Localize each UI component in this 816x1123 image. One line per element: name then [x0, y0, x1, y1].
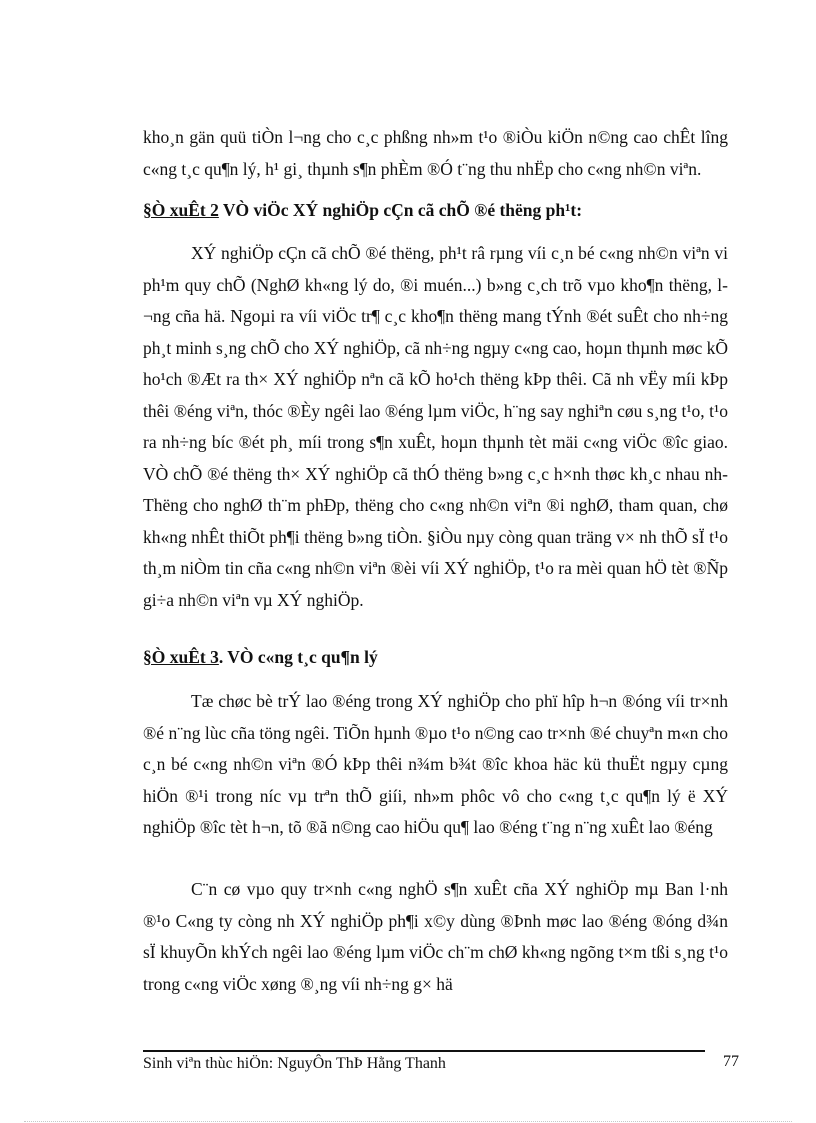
paragraph-intro: kho¸n gän quü tiÒn l¬ng cho c¸c phßng nh»m t¹o ®iÒu kiÖn n©ng cao chÊt lîng c«ng t¸c qu¶n lý, h¹ gi¸ thµnh s¶n phÈm ®Ó t¨ng thu nhËp cho c«ng nh©n viªn.: [143, 127, 728, 179]
page-bottom-dotted-border: [24, 1121, 792, 1122]
heading-label-proposal-3: §Ò xuÊt 3: [143, 647, 219, 667]
footer-student-name: Sinh viªn thùc hiÖn: NguyÔn ThÞ Hằng Thanh: [143, 1055, 446, 1072]
heading-title-proposal-3: . VÒ c«ng t¸c qu¶n lý: [218, 647, 378, 667]
paragraph-management: Tæ chøc bè trÝ lao ®éng trong XÝ nghiÖp cho phï hîp h¬n ®óng víi tr×nh ®é n¨ng lùc cña töng ngêi. TiÕn hµnh ®µo t¹o n©ng cao tr×nh ®é chuyªn m«n cho c¸n bé c«ng nh©n viªn ®Ó kÞp thêi n¾m b¾t ®îc khoa häc kü thuËt ngµy cµng hiÖn ®¹i trong níc vµ trªn thÕ giíi, nh»m phôc vô cho c«ng t¸c qu¶n lý ë XÝ nghiÖp ®îc tèt h¬n, tõ ®ã n©ng cao hiÖu qu¶ lao ®éng t¨ng n¨ng xuÊt lao ®éng: [143, 691, 728, 837]
paragraph-reward-policy: XÝ nghiÖp cÇn cã chÕ ®é thëng, ph¹t râ rµng víi c¸n bé c«ng nh©n viªn vi ph¹m quy chÕ (NghØ kh«ng lý do, ®i muén...) b»ng c¸ch trõ vµo kho¶n thëng, l¬ng cña hä. Ngoµi ra víi viÖc tr¶ c¸c kho¶n thëng mang tÝnh ®ét suÊt cho nh÷ng ph¸t minh s¸ng chÕ cho XÝ nghiÖp, cã nh÷ng ngµy c«ng cao, hoµn thµnh møc kÕ ho¹ch ®Æt ra th× XÝ nghiÖp nªn cã kÕ ho¹ch thëng kÞp thêi. Cã nh vËy míi kÞp thêi ®éng viªn, thóc ®Èy ngêi lao ®éng lµm viÖc, h¨ng say nghiªn cøu s¸ng t¹o, t¹o ra nh÷ng bíc ®ét ph¸ míi trong s¶n xuÊt, hoµn thµnh tèt mäi c«ng viÖc ®îc giao. VÒ chÕ ®é thëng th× XÝ nghiÖp cã thÓ thëng b»ng c¸c h×nh thøc kh¸c nhau nh Thëng cho nghØ th¨m phÐp, thëng cho c«ng nh©n viªn ®i nghØ, tham quan, chø kh«ng nhÊt thiÕt ph¶i thëng b»ng tiÒn. §iÒu nµy còng quan träng v× nh thÕ sÏ t¹o th¸m niÒm tin cña c«ng nh©n viªn ®èi víi XÝ nghiÖp, t¹o ra mèi quan hÖ tèt ®Ñp gi÷a nh©n viªn vµ XÝ nghiÖp.: [143, 243, 728, 610]
section-heading-proposal-2: [143, 200, 582, 221]
page-number: 77: [723, 1053, 739, 1070]
heading-title-proposal-2: VÒ viÖc XÝ nghiÖp cÇn cã chÕ ®é thëng ph¹t:: [218, 200, 583, 220]
section-heading-proposal-3: [143, 647, 378, 668]
footer-divider: [143, 1050, 705, 1052]
heading-label-proposal-2: §Ò xuÊt 2: [143, 200, 219, 220]
paragraph-labor-norms: C¨n cø vµo quy tr×nh c«ng nghÖ s¶n xuÊt cña XÝ nghiÖp mµ Ban l·nh ®¹o C«ng ty còng nh XÝ nghiÖp ph¶i x©y dùng ®Þnh møc lao ®éng ®óng d¾n sÏ khuyÕn khÝch ngêi lao ®éng lµm viÖc ch¨m chØ kh«ng ngõng t×m tßi s¸ng t¹o trong c«ng viÖc xøng ®¸ng víi nh÷ng g× hä: [143, 879, 728, 994]
